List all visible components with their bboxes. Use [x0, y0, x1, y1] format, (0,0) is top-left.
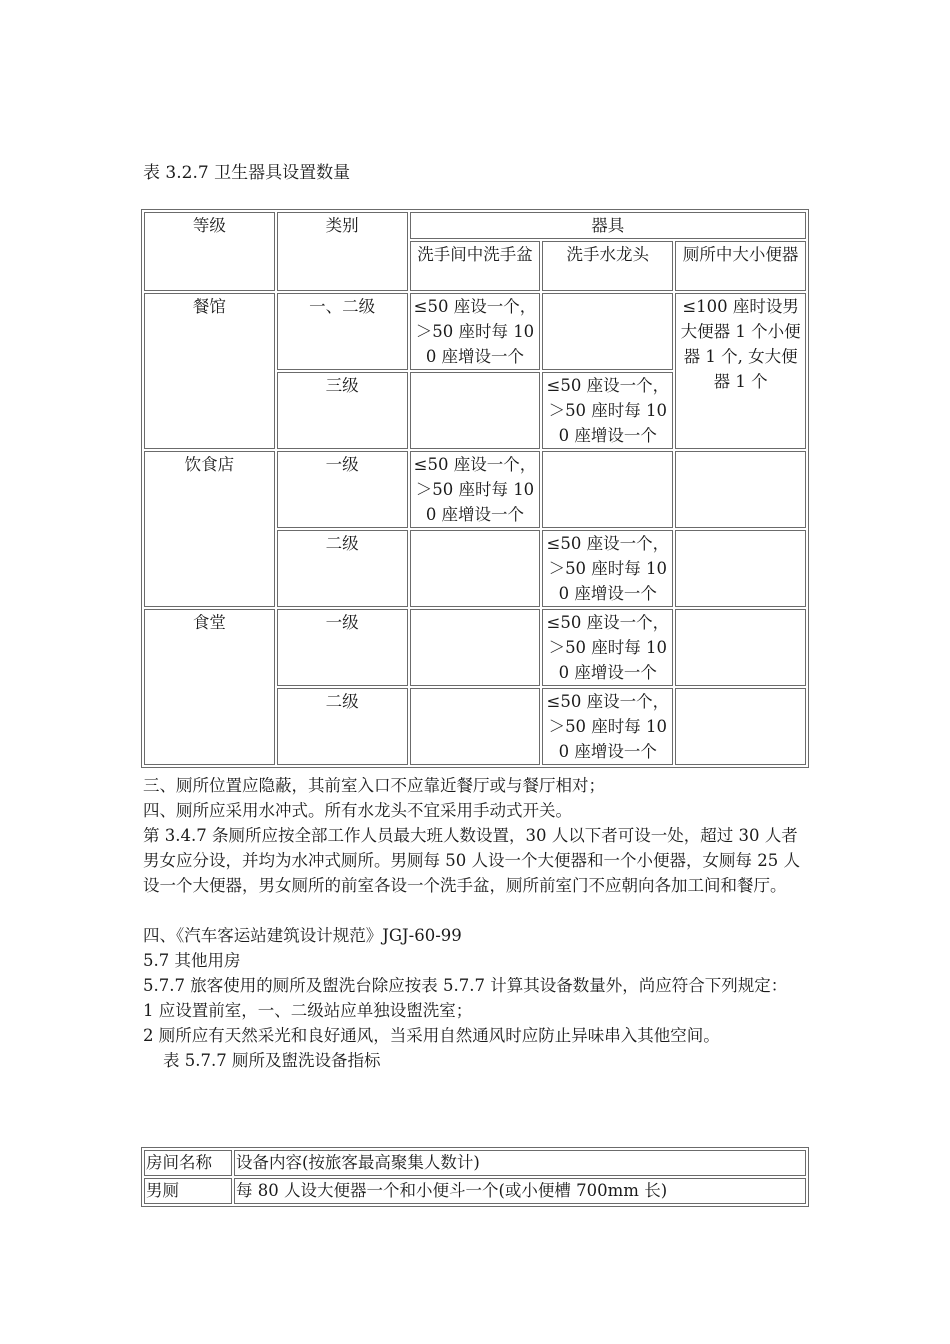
cell-toilet: ≤100 座时设男大便器 1 个小便器 1 个, 女大便器 1 个 — [675, 293, 806, 449]
table1-caption: 表 3.2.7 卫生器具设置数量 — [143, 163, 351, 183]
row-label-canteen: 食堂 — [144, 609, 275, 765]
paragraph: 第 3.4.7 条厕所应按全部工作人员最大班人数设置，30 人以下者可设一处，超过 30 人者男女应分设，并均为水冲式厕所。男厕每 50 人设一个大便器和一个小便器，女厕每 25 人设一个大便器，男女厕所的前室各设一个洗手盆，厕所前室门不应朝向各加工间和餐厅。 — [143, 826, 800, 895]
header-toilet: 厕所中大小便器 — [675, 241, 806, 291]
cell-faucet: ≤50 座设一个，＞50 座时每 100 座增设一个 — [542, 688, 673, 765]
cell-category: 二级 — [277, 530, 408, 607]
paragraph: 5.7.7 旅客使用的厕所及盥洗台除应按表 5.7.7 计算其设备数量外，尚应符合下列规定： — [143, 976, 788, 995]
cell-basin: ≤50 座设一个，＞50 座时每 100 座增设一个 — [410, 451, 541, 528]
paragraph: 三、厕所位置应隐蔽，其前室入口不应靠近餐厅或与餐厅相对； — [143, 776, 605, 795]
table2-caption: 表 5.7.7 厕所及盥洗设备指标 — [163, 1051, 381, 1070]
cell-empty — [410, 688, 541, 765]
row-label-restaurant: 餐馆 — [144, 293, 275, 449]
body-text — [143, 773, 807, 1073]
cell-empty — [410, 372, 541, 449]
paragraph: 1 应设置前室，一、二级站应单独设盥洗室； — [143, 1001, 473, 1020]
equipment-table — [141, 1147, 809, 1207]
cell-basin: ≤50 座设一个，＞50 座时每 100 座增设一个 — [410, 293, 541, 370]
cell-faucet: ≤50 座设一个，＞50 座时每 100 座增设一个 — [542, 372, 673, 449]
cell-empty — [410, 609, 541, 686]
cell-equipment: 每 80 人设大便器一个和小便斗一个(或小便槽 700mm 长) — [234, 1178, 806, 1204]
cell-empty — [675, 451, 806, 528]
header-room-name: 房间名称 — [144, 1150, 232, 1176]
fixtures-table — [141, 209, 809, 768]
header-equipment: 设备内容(按旅客最高聚集人数计) — [234, 1150, 806, 1176]
paragraph: 四、厕所应采用水冲式。所有水龙头不宜采用手动式开关。 — [143, 801, 572, 820]
cell-category: 一级 — [277, 451, 408, 528]
cell-empty — [410, 530, 541, 607]
header-grade: 等级 — [144, 212, 275, 291]
cell-empty — [675, 609, 806, 686]
header-fixtures: 器具 — [410, 212, 806, 239]
cell-category: 一级 — [277, 609, 408, 686]
cell-category: 二级 — [277, 688, 408, 765]
cell-empty — [542, 451, 673, 528]
cell-category: 一、二级 — [277, 293, 408, 370]
cell-faucet: ≤50 座设一个，＞50 座时每 100 座增设一个 — [542, 530, 673, 607]
cell-empty — [675, 688, 806, 765]
paragraph: 四、《汽车客运站建筑设计规范》JGJ-60-99 — [143, 926, 462, 945]
cell-empty — [542, 293, 673, 370]
cell-category: 三级 — [277, 372, 408, 449]
row-label-eatery: 饮食店 — [144, 451, 275, 607]
cell-empty — [675, 530, 806, 607]
header-category: 类别 — [277, 212, 408, 291]
cell-faucet: ≤50 座设一个，＞50 座时每 100 座增设一个 — [542, 609, 673, 686]
paragraph: 5.7 其他用房 — [143, 951, 241, 970]
paragraph: 2 厕所应有天然采光和良好通风，当采用自然通风时应防止异味串入其他空间。 — [143, 1026, 720, 1045]
header-basin: 洗手间中洗手盆 — [410, 241, 541, 291]
header-faucet: 洗手水龙头 — [542, 241, 673, 291]
cell-room: 男厕 — [144, 1178, 232, 1204]
